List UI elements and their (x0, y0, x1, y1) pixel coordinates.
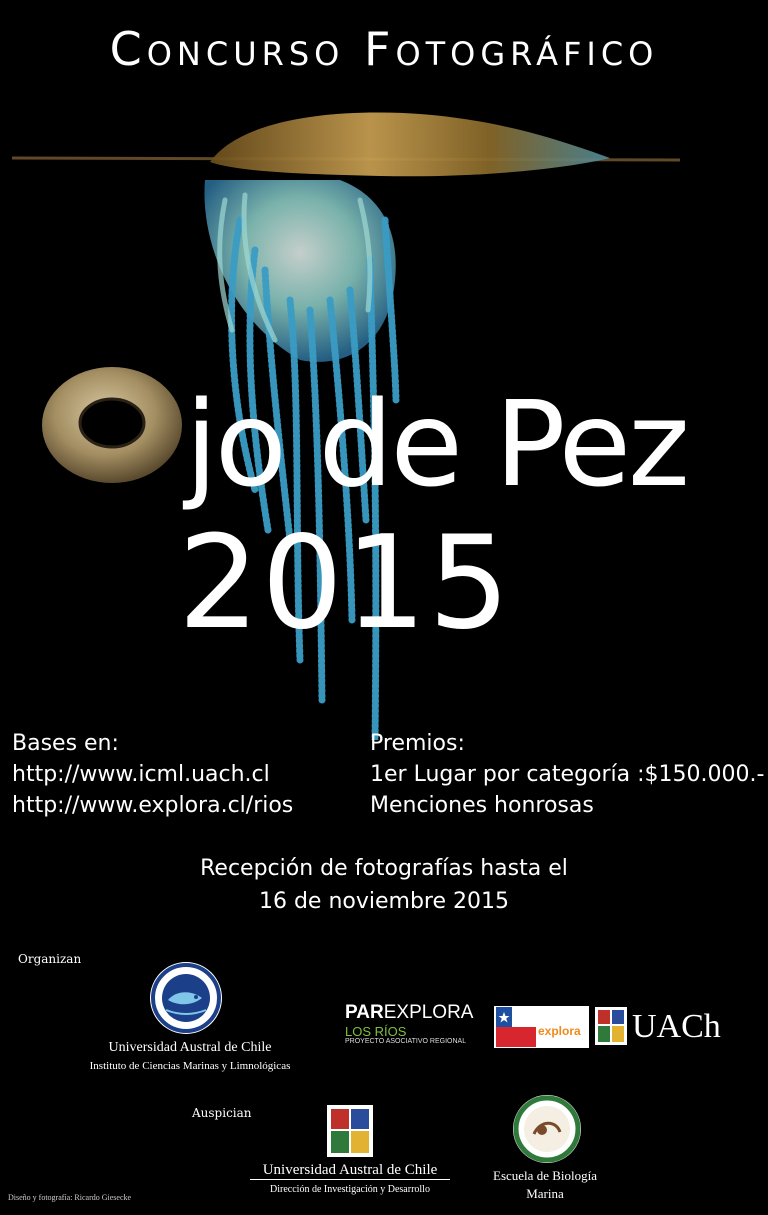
uach-shield-icon (594, 1006, 628, 1046)
chile-flag-icon (496, 1007, 536, 1047)
organizers-label: Organizan (18, 952, 82, 966)
design-credits: Diseño y fotografía: Ricardo Giesecke (8, 1193, 132, 1202)
uach-did-shield-icon (326, 1104, 374, 1158)
prizes-honors: Menciones honrosas (370, 793, 594, 818)
poster-header-title: Concurso Fotográfico (109, 22, 659, 76)
explora-brand: explora (538, 1024, 581, 1038)
bases-label: Bases en: (12, 731, 119, 756)
parexplora-logo (345, 1002, 473, 1024)
parexplora-region: LOS RÍOS (345, 1024, 407, 1039)
uach-abbreviation: UACh (632, 1008, 721, 1045)
prizes-first-place: 1er Lugar por categoría :$150.000.- (370, 762, 765, 787)
escuela-biologia-marina-seal-icon (512, 1094, 582, 1164)
deadline-date: 16 de noviembre 2015 (258, 889, 510, 914)
deadline-section (0, 852, 768, 918)
uach-did-department: Dirección de Investigación y Desarrollo (270, 1184, 430, 1195)
escuela-biologia-line1: Escuela de Biología (493, 1168, 597, 1183)
fish-eye-icon (40, 365, 185, 485)
parexplora-logo-rest: EXPLORA (383, 1002, 474, 1023)
prizes-label: Premios: (370, 731, 465, 756)
icml-institute-name: Instituto de Ciencias Marinas y Limnológicas (89, 1060, 291, 1072)
explora-conicyt-logo (494, 1006, 589, 1048)
sponsors-label: Auspician (192, 1106, 252, 1120)
poster-title: jo de Pez (185, 375, 687, 513)
bases-section (12, 728, 293, 821)
prizes-section (370, 728, 764, 821)
parexplora-logo-bold: PAR (345, 1002, 384, 1023)
deadline-line1: Recepción de fotografías hasta el (200, 856, 568, 881)
uach-did-university-name: Universidad Austral de Chile (250, 1162, 450, 1180)
bases-link-explora[interactable]: http://www.explora.cl/rios (12, 793, 294, 818)
icml-seal-icon (148, 960, 224, 1036)
escuela-biologia-line2: Marina (526, 1186, 564, 1201)
poster-year: 2015 (178, 509, 512, 658)
bases-link-icml[interactable]: http://www.icml.uach.cl (12, 762, 270, 787)
parexplora-subtitle: PROYECTO ASOCIATIVO REGIONAL (345, 1038, 467, 1045)
icml-university-name: Universidad Austral de Chile (108, 1040, 272, 1055)
